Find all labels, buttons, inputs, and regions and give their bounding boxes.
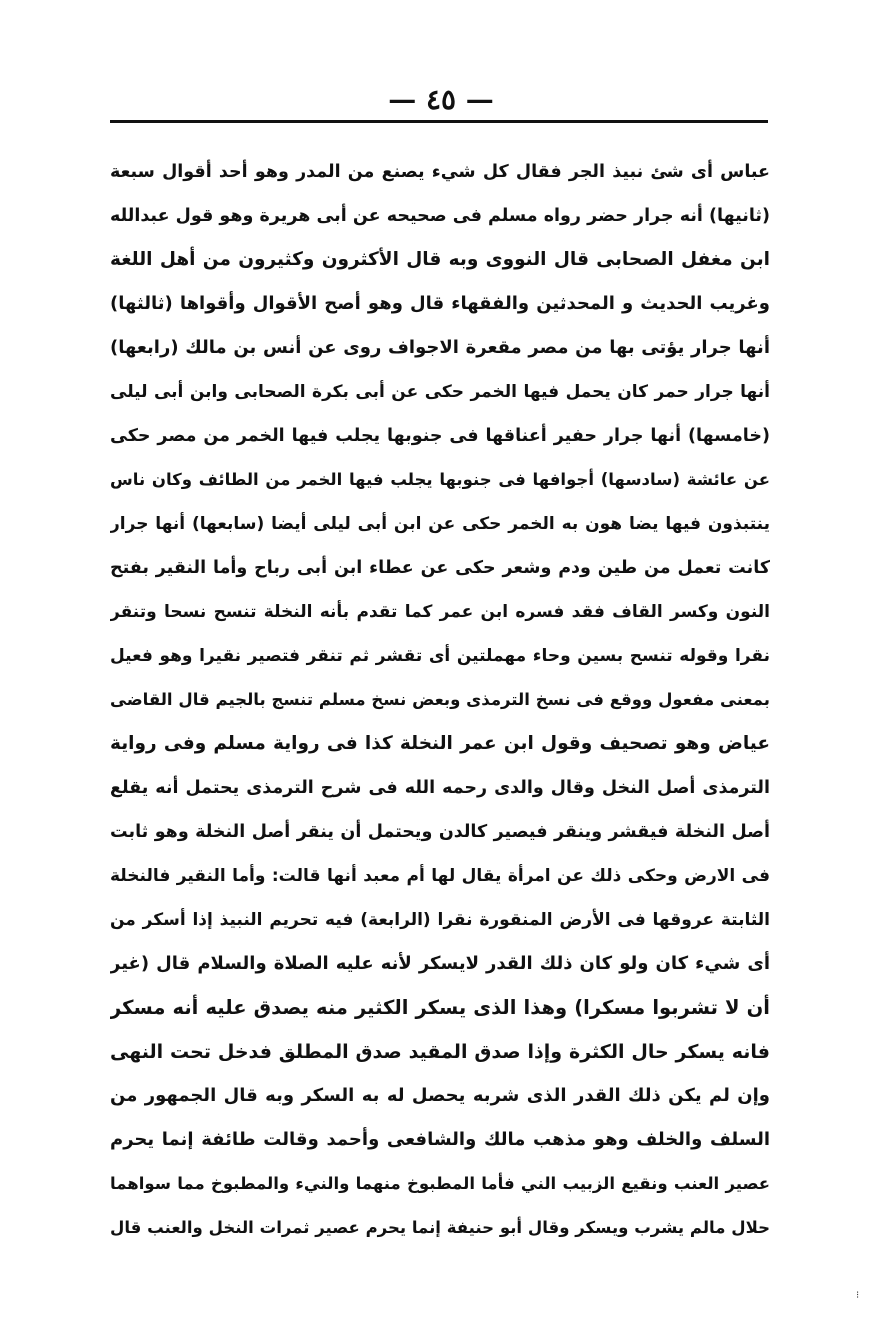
text-line: ابن مغفل الصحابى قال النووى وبه قال الأكثرون وكثيرون من أهل اللغة: [110, 249, 770, 270]
text-line: وغريب الحديث و المحدثين والفقهاء قال وهو أصح الأقوال وأقواها (ثالثها): [110, 293, 770, 314]
text-line: الثابتة عروقها فى الأرض المنقورة نقرا (الرابعة) فيه تحريم النبيذ إذا أسكر من: [110, 910, 770, 930]
text-line: أنها جرار يؤتى بها من مصر مقعرة الاجواف روى عن أنس بن مالك (رابعها): [110, 337, 770, 358]
header-rule: [110, 120, 768, 123]
text-line: نقرا وقوله تنسح بسين وحاء مهملتين أى تقشر ثم تنقر فتصير نقيرا وهو فعيل: [110, 646, 770, 666]
text-line: عياض وهو تصحيف وقول ابن عمر النخلة كذا فى رواية مسلم وفى رواية: [110, 733, 770, 754]
page-number: — ٤٥ —: [388, 83, 494, 116]
text-line: أى شيء كان ولو كان ذلك القدر لايسكر لأنه عليه الصلاة والسلام قال (غير: [110, 953, 770, 974]
text-line: فى الارض وحكى ذلك عن امرأة يقال لها أم معبد أنها قالت: وأما النقير فالنخلة: [110, 866, 770, 886]
text-line: (خامسها) أنها جرار حفير أعناقها فى جنوبها يجلب فيها الخمر من مصر حكى: [110, 426, 770, 446]
text-line: وإن لم يكن ذلك القدر الذى شربه يحصل له به السكر وبه قال الجمهور من: [110, 1085, 770, 1106]
text-line: (ثانيها) أنه جرار حضر رواه مسلم فى صحيحه عن أبى هريرة وهو قول عبدالله: [110, 206, 770, 226]
body-text: [110, 150, 770, 1250]
text-line: أن لا تشربوا مسكرا) وهذا الذى يسكر الكثير منه يصدق عليه أنه مسكر: [110, 996, 770, 1019]
text-line: بمعنى مفعول ووقع فى نسخ الترمذى وبعض نسخ مسلم تنسج بالجيم قال القاضى: [110, 690, 770, 709]
text-line: أصل النخلة فيقشر وينقر فيصير كالدن ويحتمل أن ينقر أصل النخلة وهو ثابت: [110, 822, 770, 842]
text-line: الترمذى أصل النخل وقال والدى رحمه الله فى شرح الترمذى يحتمل أنه يقلع: [110, 778, 770, 798]
text-line: كانت تعمل من طين ودم وشعر حكى عن عطاء ابن أبى رباح وأما النقير بفتح: [110, 558, 770, 578]
text-line: عن عائشة (سادسها) أجوافها فى جنوبها يجلب فيها الخمر من الطائف وكان ناس: [110, 470, 770, 489]
margin-mark: ⁝: [856, 1290, 860, 1301]
text-line: أنها جرار حمر كان يحمل فيها الخمر حكى عن أبى بكرة الصحابى وابن أبى ليلى: [110, 382, 770, 402]
text-line: عباس أى شئ نبيذ الجر فقال كل شيء يصنع من المدر وهو أحد أقوال سبعة: [110, 162, 770, 182]
text-line: عصير العنب ونقيع الزبيب الني فأما المطبوخ منهما والنيء والمطبوخ مما سواهما: [110, 1174, 770, 1193]
text-line: فانه يسكر حال الكثرة وإذا صدق المقيد صدق المطلق فدخل تحت النهى: [110, 1041, 770, 1063]
text-line: النون وكسر القاف فقد فسره ابن عمر كما تقدم بأنه النخلة تنسح نسحا وتنقر: [110, 602, 770, 622]
text-line: حلال مالم يشرب ويسكر وقال أبو حنيفة إنما يحرم عصير ثمرات النخل والعنب قال: [110, 1218, 770, 1237]
page-header: [0, 80, 882, 120]
text-line: السلف والخلف وهو مذهب مالك والشافعى وأحمد وقالت طائفة إنما يحرم: [110, 1129, 770, 1150]
text-line: ينتبذون فيها يضا هون به الخمر حكى عن ابن أبى ليلى أيضا (سابعها) أنها جرار: [110, 514, 770, 534]
